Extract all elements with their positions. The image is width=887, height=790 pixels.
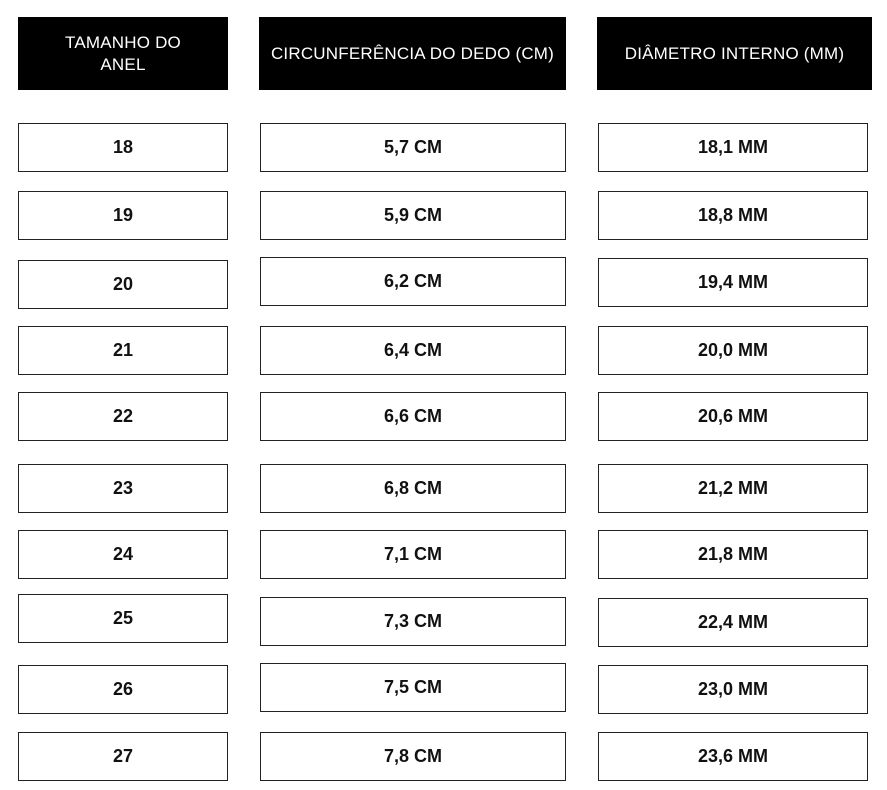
- circumference-cell: 6,8 CM: [260, 464, 566, 513]
- diameter-cell: 20,0 MM: [598, 326, 868, 375]
- header-circumference: [259, 17, 566, 90]
- size-cell: 25: [18, 594, 228, 643]
- size-cell: 19: [18, 191, 228, 240]
- header-ring-size: [18, 17, 228, 90]
- diameter-cell: 18,8 MM: [598, 191, 868, 240]
- size-cell: 18: [18, 123, 228, 172]
- size-cell: 22: [18, 392, 228, 441]
- size-cell: 24: [18, 530, 228, 579]
- circumference-cell: 5,7 CM: [260, 123, 566, 172]
- header-diameter: [597, 17, 872, 90]
- size-cell: 26: [18, 665, 228, 714]
- diameter-cell: 18,1 MM: [598, 123, 868, 172]
- diameter-cell: 21,2 MM: [598, 464, 868, 513]
- circumference-cell: 7,5 CM: [260, 663, 566, 712]
- circumference-cell: 5,9 CM: [260, 191, 566, 240]
- circumference-cell: 6,2 CM: [260, 257, 566, 306]
- circumference-cell: 7,8 CM: [260, 732, 566, 781]
- diameter-cell: 20,6 MM: [598, 392, 868, 441]
- diameter-cell: 19,4 MM: [598, 258, 868, 307]
- circumference-cell: 7,3 CM: [260, 597, 566, 646]
- header-diameter-label: DIÂMETRO INTERNO (MM): [624, 43, 845, 63]
- circumference-cell: 6,6 CM: [260, 392, 566, 441]
- diameter-cell: 21,8 MM: [598, 530, 868, 579]
- size-cell: 27: [18, 732, 228, 781]
- size-cell: 23: [18, 464, 228, 513]
- size-cell: 21: [18, 326, 228, 375]
- diameter-cell: 22,4 MM: [598, 598, 868, 647]
- circumference-cell: 7,1 CM: [260, 530, 566, 579]
- diameter-cell: 23,6 MM: [598, 732, 868, 781]
- circumference-cell: 6,4 CM: [260, 326, 566, 375]
- header-circumference-label: CIRCUNFERÊNCIA DO DEDO (CM): [270, 43, 555, 63]
- size-cell: 20: [18, 260, 228, 309]
- header-ring-size-label: TAMANHO DO ANEL: [65, 33, 181, 74]
- diameter-cell: 23,0 MM: [598, 665, 868, 714]
